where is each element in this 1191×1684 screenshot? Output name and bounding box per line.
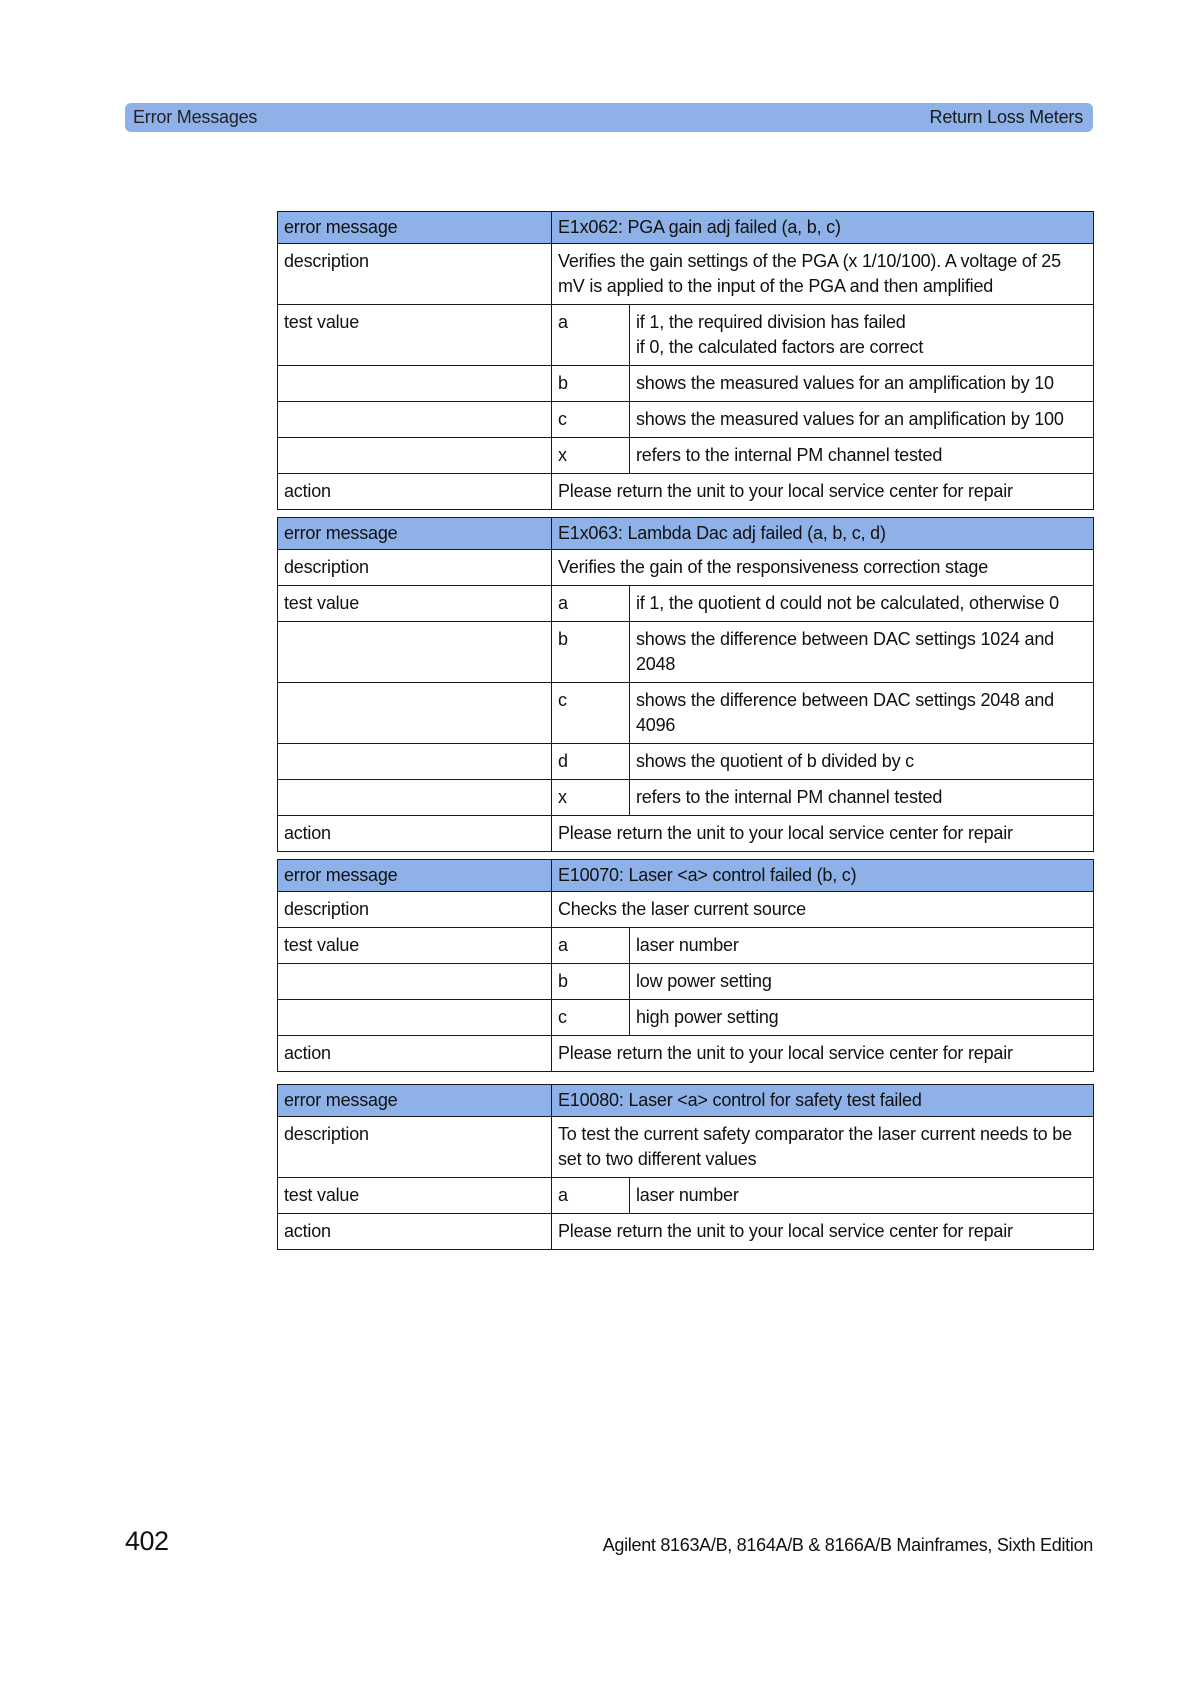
description-row xyxy=(278,550,1094,586)
page-number: 402 xyxy=(125,1526,169,1556)
test-value-row xyxy=(278,1000,1094,1036)
description-label: description xyxy=(278,892,552,928)
table-header-row xyxy=(278,518,1094,550)
description-value: Verifies the gain settings of the PGA (x 1/10/100). A voltage of 25 mV is applied to the input of the PGA and then amplified xyxy=(552,244,1094,305)
action-value: Please return the unit to your local service center for repair xyxy=(552,474,1094,510)
action-row xyxy=(278,816,1094,852)
error-message-label: error message xyxy=(278,518,552,550)
test-key: d xyxy=(552,744,630,780)
test-value-row xyxy=(278,586,1094,622)
action-label: action xyxy=(278,474,552,510)
footer-document-title: Agilent 8163A/B, 8164A/B & 8166A/B Mainframes, Sixth Edition xyxy=(602,1535,1093,1555)
test-description: refers to the internal PM channel tested xyxy=(630,438,1094,474)
test-value-row xyxy=(278,305,1094,366)
description-row xyxy=(278,244,1094,305)
description-value: Checks the laser current source xyxy=(552,892,1094,928)
test-key: c xyxy=(552,402,630,438)
error-message-value: E10070: Laser <a> control failed (b, c) xyxy=(552,860,1094,892)
test-value-row xyxy=(278,780,1094,816)
test-description xyxy=(630,305,1094,366)
test-key: x xyxy=(552,780,630,816)
error-table-e10070 xyxy=(277,859,1094,1072)
table-header-row xyxy=(278,860,1094,892)
description-row xyxy=(278,892,1094,928)
error-message-label: error message xyxy=(278,860,552,892)
error-table-e1x063 xyxy=(277,517,1094,852)
error-message-label: error message xyxy=(278,212,552,244)
test-key: a xyxy=(552,305,630,366)
test-value-row xyxy=(278,402,1094,438)
test-description: shows the difference between DAC settings 2048 and 4096 xyxy=(630,683,1094,744)
test-value-row xyxy=(278,928,1094,964)
header-section-title: Error Messages xyxy=(133,107,258,127)
test-value-label: test value xyxy=(278,928,552,964)
test-description: refers to the internal PM channel tested xyxy=(630,780,1094,816)
error-table-e1x062 xyxy=(277,211,1094,510)
test-description: if 1, the quotient d could not be calculated, otherwise 0 xyxy=(630,586,1094,622)
test-value-row xyxy=(278,683,1094,744)
test-value-row xyxy=(278,744,1094,780)
test-value-row xyxy=(278,964,1094,1000)
test-description: shows the difference between DAC settings 1024 and 2048 xyxy=(630,622,1094,683)
description-label: description xyxy=(278,550,552,586)
header-chapter-title: Return Loss Meters xyxy=(929,107,1083,127)
test-key: a xyxy=(552,1178,630,1214)
table-header-row xyxy=(278,212,1094,244)
test-value-label: test value xyxy=(278,586,552,622)
description-label: description xyxy=(278,1117,552,1178)
test-value-row xyxy=(278,622,1094,683)
test-value-row xyxy=(278,1178,1094,1214)
test-description-line: if 0, the calculated factors are correct xyxy=(636,337,924,357)
test-key: b xyxy=(552,964,630,1000)
description-value: To test the current safety comparator the laser current needs to be set to two different values xyxy=(552,1117,1094,1178)
test-description: high power setting xyxy=(630,1000,1094,1036)
action-label: action xyxy=(278,1036,552,1072)
action-value: Please return the unit to your local service center for repair xyxy=(552,1214,1094,1250)
test-description: laser number xyxy=(630,928,1094,964)
description-label: description xyxy=(278,244,552,305)
test-value-row xyxy=(278,366,1094,402)
test-key: a xyxy=(552,586,630,622)
test-key: a xyxy=(552,928,630,964)
action-value: Please return the unit to your local service center for repair xyxy=(552,816,1094,852)
test-value-row xyxy=(278,438,1094,474)
running-header xyxy=(125,103,1093,132)
test-value-label: test value xyxy=(278,305,552,366)
error-message-label: error message xyxy=(278,1085,552,1117)
action-value: Please return the unit to your local service center for repair xyxy=(552,1036,1094,1072)
error-message-value: E10080: Laser <a> control for safety test failed xyxy=(552,1085,1094,1117)
test-description: shows the quotient of b divided by c xyxy=(630,744,1094,780)
action-row xyxy=(278,1214,1094,1250)
test-key: b xyxy=(552,366,630,402)
test-description: shows the measured values for an amplification by 10 xyxy=(630,366,1094,402)
action-label: action xyxy=(278,1214,552,1250)
test-description: low power setting xyxy=(630,964,1094,1000)
test-key: c xyxy=(552,1000,630,1036)
error-message-value: E1x063: Lambda Dac adj failed (a, b, c, d) xyxy=(552,518,1094,550)
action-row xyxy=(278,1036,1094,1072)
test-key: x xyxy=(552,438,630,474)
description-row xyxy=(278,1117,1094,1178)
error-message-value: E1x062: PGA gain adj failed (a, b, c) xyxy=(552,212,1094,244)
description-value: Verifies the gain of the responsiveness correction stage xyxy=(552,550,1094,586)
table-header-row xyxy=(278,1085,1094,1117)
test-description: laser number xyxy=(630,1178,1094,1214)
action-label: action xyxy=(278,816,552,852)
action-row xyxy=(278,474,1094,510)
test-description: shows the measured values for an amplification by 100 xyxy=(630,402,1094,438)
error-table-e10080 xyxy=(277,1084,1094,1250)
test-key: b xyxy=(552,622,630,683)
test-value-label: test value xyxy=(278,1178,552,1214)
test-key: c xyxy=(552,683,630,744)
test-description-line: if 1, the required division has failed xyxy=(636,312,906,332)
